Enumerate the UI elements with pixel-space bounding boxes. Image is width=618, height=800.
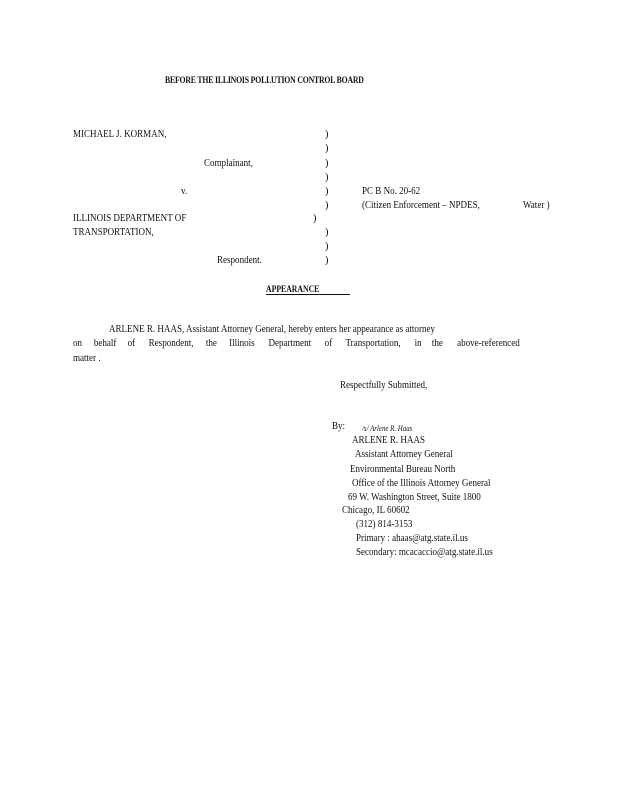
- body-word: in: [414, 338, 422, 349]
- signer-secondary-email: [356, 546, 515, 559]
- caption-paren: ): [313, 213, 317, 224]
- primary-email-label: Primary :: [356, 533, 390, 544]
- signer-office: Office of the Illinois Attorney General: [352, 478, 491, 489]
- electronic-signature: /s/ Arlene R. Haas: [362, 424, 413, 433]
- respondent-role: Respondent.: [217, 255, 262, 266]
- signer-city: Chicago, IL 60602: [342, 505, 410, 516]
- caption-paren: ): [325, 186, 329, 197]
- board-title: BEFORE THE ILLINOIS POLLUTION CONTROL BOARD: [165, 75, 364, 85]
- caption-paren: ): [325, 241, 329, 252]
- body-word: Illinois: [228, 338, 255, 349]
- caption-paren: ): [325, 129, 329, 140]
- body-word: the: [431, 338, 443, 349]
- closing-text: Respectfully Submitted,: [340, 380, 428, 391]
- signer-phone: (312) 814-3153: [356, 519, 413, 530]
- body-line-3: matter .: [73, 353, 101, 364]
- body-word: of: [324, 338, 332, 349]
- case-type-suffix: Water ): [523, 200, 550, 211]
- signer-bureau: Environmental Bureau North: [350, 464, 456, 475]
- appearance-heading: APPEARANCE: [266, 284, 320, 294]
- signer-street: 69 W. Washington Street, Suite 1800: [348, 492, 481, 503]
- respondent-name-line1: ILLINOIS DEPARTMENT OF: [73, 213, 187, 224]
- body-word: behalf: [94, 338, 117, 349]
- body-word: Department: [268, 338, 312, 349]
- versus-label: v.: [181, 186, 188, 197]
- body-word: of: [127, 338, 136, 349]
- complainant-name: MICHAEL J. KORMAN,: [73, 129, 167, 140]
- body-line-2: [73, 337, 525, 350]
- signer-title: Assistant Attorney General: [355, 449, 453, 460]
- caption-paren: ): [325, 158, 329, 169]
- body-line-1: ARLENE R. HAAS, Assistant Attorney General, hereby enters her appearance as attorney: [109, 324, 435, 335]
- signer-name: ARLENE R. HAAS: [352, 435, 426, 446]
- secondary-email-link[interactable]: mcacaccio@atg.state.il.us: [398, 547, 493, 558]
- complainant-role: Complainant,: [204, 158, 253, 169]
- body-word: Respondent,: [148, 338, 194, 349]
- respondent-name-line2: TRANSPORTATION,: [73, 227, 154, 238]
- secondary-email-label: Secondary:: [356, 547, 397, 558]
- body-word: above-referenced: [457, 338, 520, 349]
- case-number: PC B No. 20-62: [362, 186, 421, 197]
- body-word: the: [206, 338, 218, 349]
- caption-paren: ): [325, 200, 329, 211]
- signer-primary-email: [356, 532, 486, 545]
- caption-paren: ): [325, 172, 329, 183]
- heading-underline: [266, 294, 350, 295]
- body-word: on: [73, 338, 83, 349]
- primary-email-link[interactable]: ahaas@atg.state.il.us: [392, 533, 468, 544]
- caption-paren: ): [325, 255, 329, 266]
- case-type: (Citizen Enforcement – NPDES,: [362, 200, 480, 211]
- body-word: Transportation,: [345, 338, 401, 349]
- caption-paren: ): [325, 227, 329, 238]
- caption-paren: ): [325, 143, 329, 154]
- by-label: By:: [332, 421, 346, 432]
